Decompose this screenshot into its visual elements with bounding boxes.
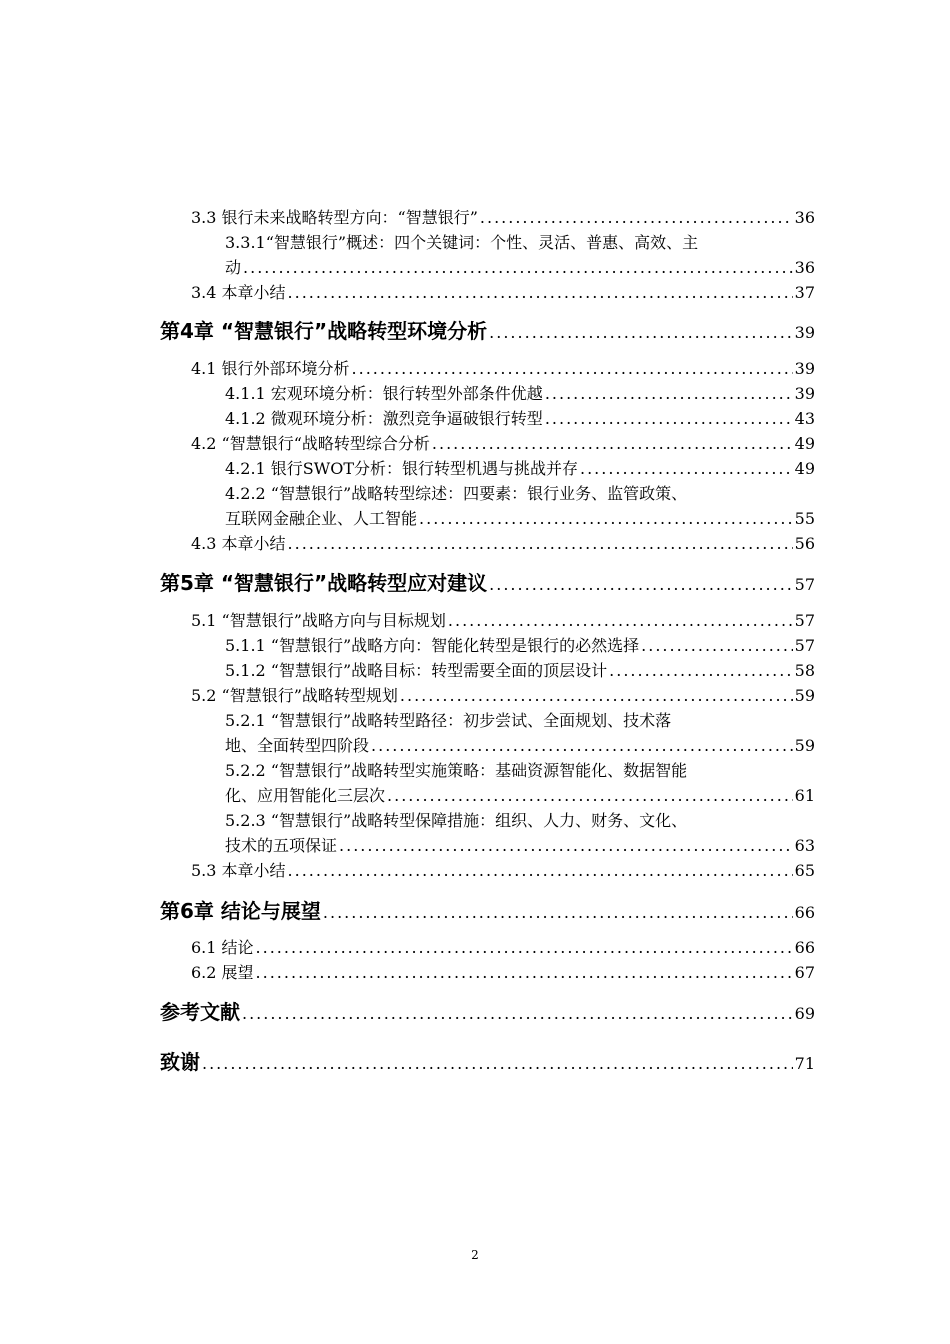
toc-entry-title: 5.2.3 “智慧银行”战略转型保障措施：组织、人力、财务、文化、 bbox=[225, 811, 688, 830]
toc-leader-dots bbox=[339, 833, 793, 859]
toc-entry-title: 5.2.1 “智慧银行”战略转型路径：初步尝试、全面规划、技术落 bbox=[225, 711, 672, 730]
toc-entry-title: 5.1.1 “智慧银行”战略方向：智能化转型是银行的必然选择 bbox=[225, 636, 640, 655]
toc-chapter-entry[interactable] bbox=[160, 999, 815, 1025]
toc-entry[interactable] bbox=[225, 708, 671, 734]
toc-entry-page: 49 bbox=[794, 434, 815, 453]
toc-entry[interactable] bbox=[191, 431, 815, 457]
toc-leader-dots bbox=[323, 900, 793, 926]
toc-entry[interactable] bbox=[191, 356, 815, 382]
toc-entry-continuation[interactable] bbox=[225, 506, 815, 532]
toc-entry-title: 5.3 本章小结 bbox=[191, 861, 286, 880]
toc-entry[interactable] bbox=[191, 531, 815, 557]
toc-leader-dots bbox=[371, 733, 793, 759]
toc-entry-title: 4.2 “智慧银行“战略转型综合分析 bbox=[191, 434, 430, 453]
toc-entry-title: 3.3 银行未来战略转型方向：“智慧银行” bbox=[191, 208, 478, 227]
toc-entry-title: 4.1 银行外部环境分析 bbox=[191, 359, 350, 378]
toc-entry-continuation[interactable] bbox=[225, 733, 815, 759]
toc-leader-dots bbox=[480, 205, 793, 231]
toc-entry-title: 6.2 展望 bbox=[191, 963, 254, 982]
toc-entry-page: 63 bbox=[794, 836, 815, 855]
toc-entry-title-cont: 技术的五项保证 bbox=[225, 836, 338, 855]
toc-leader-dots bbox=[489, 320, 792, 346]
toc-entry-title: 5.1.2 “智慧银行”战略目标：转型需要全面的顶层设计 bbox=[225, 661, 608, 680]
toc-entry-title: 4.2.2 “智慧银行”战略转型综述：四要素：银行业务、监管政策、 bbox=[225, 484, 688, 503]
toc-entry-page: 49 bbox=[794, 459, 815, 478]
toc-entry-title-cont: 化、应用智能化三层次 bbox=[225, 786, 386, 805]
toc-entry-title: 5.2 “智慧银行”战略转型规划 bbox=[191, 686, 398, 705]
toc-chapter-title: 第5章 “智慧银行”战略转型应对建议 bbox=[160, 571, 488, 595]
toc-entry-page: 39 bbox=[794, 323, 815, 342]
toc-chapter-entry[interactable] bbox=[160, 318, 815, 344]
toc-entry[interactable] bbox=[191, 858, 815, 884]
toc-entry-page: 57 bbox=[794, 575, 815, 594]
toc-chapter-entry[interactable] bbox=[160, 1049, 815, 1075]
toc-leader-dots bbox=[400, 683, 793, 709]
toc-entry-page: 37 bbox=[794, 283, 815, 302]
toc-entry-page: 56 bbox=[794, 534, 815, 553]
toc-entry[interactable] bbox=[191, 935, 815, 961]
toc-entry-title: 4.1.2 微观环境分析：激烈竞争逼破银行转型 bbox=[225, 409, 543, 428]
toc-entry[interactable] bbox=[225, 633, 815, 659]
toc-entry-page: 39 bbox=[794, 359, 815, 378]
toc-entry[interactable] bbox=[225, 381, 815, 407]
toc-leader-dots bbox=[288, 858, 793, 884]
toc-leader-dots bbox=[387, 783, 793, 809]
toc-entry[interactable] bbox=[225, 456, 815, 482]
toc-entry-title: 5.2.2 “智慧银行”战略转型实施策略：基础资源智能化、数据智能 bbox=[225, 761, 688, 780]
toc-entry-page: 65 bbox=[794, 861, 815, 880]
toc-leader-dots bbox=[580, 456, 793, 482]
toc-entry-page: 71 bbox=[794, 1054, 815, 1073]
toc-leader-dots bbox=[202, 1051, 793, 1077]
toc-entry[interactable] bbox=[191, 280, 815, 306]
toc-entry-continuation[interactable] bbox=[225, 833, 815, 859]
toc-leader-dots bbox=[419, 506, 793, 532]
toc-entry[interactable] bbox=[225, 481, 687, 507]
toc-entry[interactable] bbox=[225, 406, 815, 432]
toc-entry-title: 4.3 本章小结 bbox=[191, 534, 286, 553]
toc-leader-dots bbox=[256, 935, 793, 961]
toc-chapter-entry[interactable] bbox=[160, 898, 815, 924]
toc-entry-title: 3.4 本章小结 bbox=[191, 283, 286, 302]
toc-entry-title-cont: 互联网金融企业、人工智能 bbox=[225, 509, 418, 528]
toc-entry-page: 66 bbox=[794, 903, 815, 922]
toc-entry-page: 36 bbox=[794, 258, 815, 277]
toc-entry-title-cont: 地、全面转型四阶段 bbox=[225, 736, 370, 755]
toc-entry-title: 6.1 结论 bbox=[191, 938, 254, 957]
toc-leader-dots bbox=[242, 1001, 793, 1027]
toc-entry-title: 5.1 “智慧银行”战略方向与目标规划 bbox=[191, 611, 446, 630]
toc-leader-dots bbox=[448, 608, 793, 634]
toc-entry[interactable] bbox=[191, 205, 815, 231]
toc-leader-dots bbox=[352, 356, 793, 382]
toc-entry-page: 61 bbox=[794, 786, 815, 805]
toc-entry[interactable] bbox=[191, 608, 815, 634]
toc-leader-dots bbox=[609, 658, 792, 684]
toc-entry-page: 59 bbox=[794, 686, 815, 705]
page-number: 2 bbox=[471, 1248, 479, 1262]
toc-entry-continuation[interactable] bbox=[225, 255, 815, 281]
toc-entry-page: 36 bbox=[794, 208, 815, 227]
toc-entry-page: 43 bbox=[794, 409, 815, 428]
toc-entry[interactable] bbox=[191, 960, 815, 986]
toc-entry[interactable] bbox=[225, 808, 687, 834]
toc-entry-page: 66 bbox=[794, 938, 815, 957]
toc-entry-continuation[interactable] bbox=[225, 783, 815, 809]
toc-leader-dots bbox=[256, 960, 793, 986]
toc-entry[interactable] bbox=[225, 658, 815, 684]
toc-entry-page: 39 bbox=[794, 384, 815, 403]
toc-leader-dots bbox=[545, 406, 793, 432]
toc-leader-dots bbox=[545, 381, 793, 407]
toc-entry-title: 4.2.1 银行SWOT分析：银行转型机遇与挑战并存 bbox=[225, 459, 578, 478]
toc-leader-dots bbox=[641, 633, 792, 659]
toc-chapter-title: 致谢 bbox=[160, 1050, 200, 1074]
toc-entry-page: 58 bbox=[794, 661, 815, 680]
toc-entry[interactable] bbox=[225, 230, 698, 256]
toc-chapter-entry[interactable] bbox=[160, 570, 815, 596]
toc-leader-dots bbox=[288, 531, 793, 557]
toc-leader-dots bbox=[489, 572, 792, 598]
toc-entry-page: 67 bbox=[794, 963, 815, 982]
toc-entry-page: 57 bbox=[794, 636, 815, 655]
toc-leader-dots bbox=[432, 431, 793, 457]
toc-leader-dots bbox=[288, 280, 793, 306]
toc-entry-page: 59 bbox=[794, 736, 815, 755]
toc-leader-dots bbox=[243, 255, 793, 281]
toc-chapter-title: 参考文献 bbox=[160, 1000, 240, 1024]
toc-entry-page: 57 bbox=[794, 611, 815, 630]
toc-chapter-title: 第6章 结论与展望 bbox=[160, 899, 321, 923]
toc-entry[interactable] bbox=[191, 683, 815, 709]
toc-chapter-title: 第4章 “智慧银行”战略转型环境分析 bbox=[160, 319, 488, 343]
toc-entry-page: 69 bbox=[794, 1004, 815, 1023]
toc-entry[interactable] bbox=[225, 758, 687, 784]
toc-entry-title-cont: 动 bbox=[225, 258, 242, 277]
toc-entry-title: 4.1.1 宏观环境分析：银行转型外部条件优越 bbox=[225, 384, 543, 403]
toc-entry-page: 55 bbox=[794, 509, 815, 528]
toc-entry-title: 3.3.1“智慧银行”概述：四个关键词：个性、灵活、普惠、高效、主 bbox=[225, 233, 699, 252]
